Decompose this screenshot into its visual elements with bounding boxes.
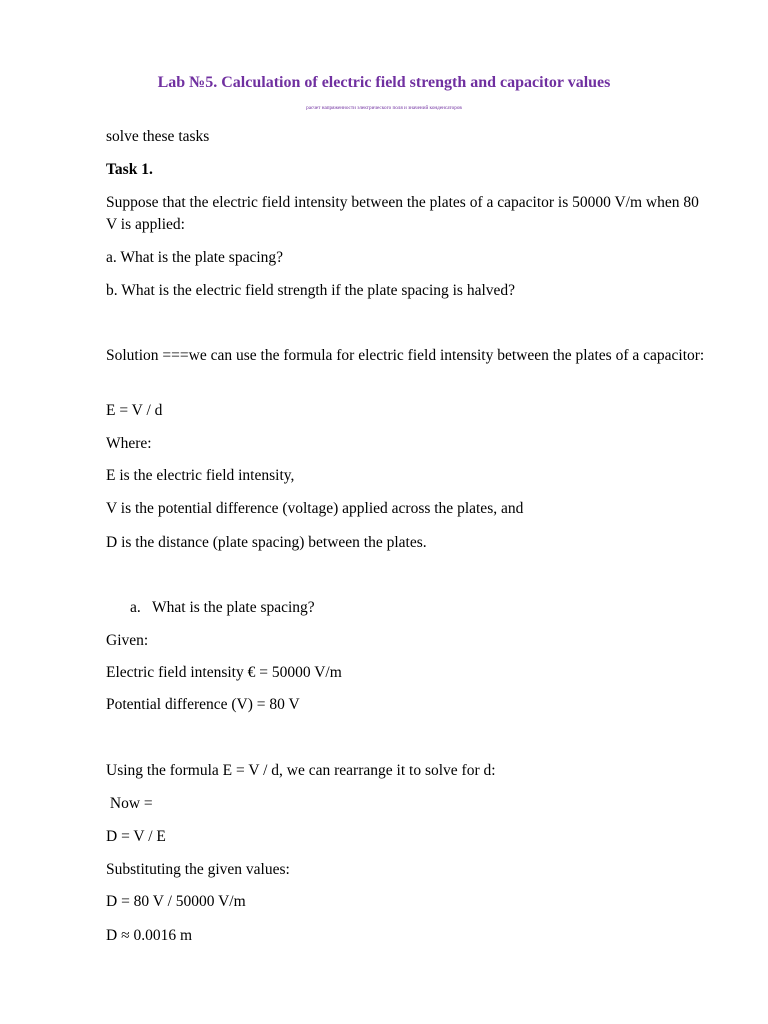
list-item: [130, 597, 315, 619]
definition-e: E is the electric field intensity,: [106, 467, 295, 484]
given-potential-difference: Potential difference (V) = 80 V: [106, 696, 300, 713]
formula-d: D = V / E: [106, 828, 166, 845]
question-b: b. What is the electric field strength if the plate spacing is halved?: [106, 282, 516, 299]
task-text: Suppose that the electric field intensity between the plates of a capacitor is 50000 V/m when 80 V is applied:: [106, 194, 699, 233]
document-title: Lab №5. Calculation of electric field strength and capacitor values: [157, 74, 611, 91]
document-subtitle: расчет напряженности электрического поля и значений конденсаторов: [306, 105, 462, 111]
given-field-intensity: Electric field intensity € = 50000 V/m: [106, 664, 342, 681]
definition-d: D is the distance (plate spacing) between the plates.: [106, 534, 427, 551]
where-label: Where:: [106, 435, 152, 452]
intro-text: solve these tasks: [106, 128, 210, 145]
given-label: Given:: [106, 632, 149, 649]
formula-e: E = V / d: [106, 402, 163, 419]
now-label: Now =: [106, 795, 153, 812]
result: D ≈ 0.0016 m: [106, 927, 193, 944]
substituting-label: Substituting the given values:: [106, 861, 290, 878]
substitution: D = 80 V / 50000 V/m: [106, 893, 246, 910]
rearrange-text: Using the formula E = V / d, we can rearrange it to solve for d:: [106, 762, 496, 779]
task-heading: Task 1.: [106, 161, 153, 178]
question-a: a. What is the plate spacing?: [106, 249, 284, 266]
list-marker: a.: [130, 599, 141, 616]
list-item-text: What is the plate spacing?: [152, 599, 315, 616]
definition-v: V is the potential difference (voltage) applied across the plates, and: [106, 500, 524, 517]
solution-intro: Solution ===we can use the formula for electric field intensity between the plates of a capacitor:: [106, 347, 705, 364]
